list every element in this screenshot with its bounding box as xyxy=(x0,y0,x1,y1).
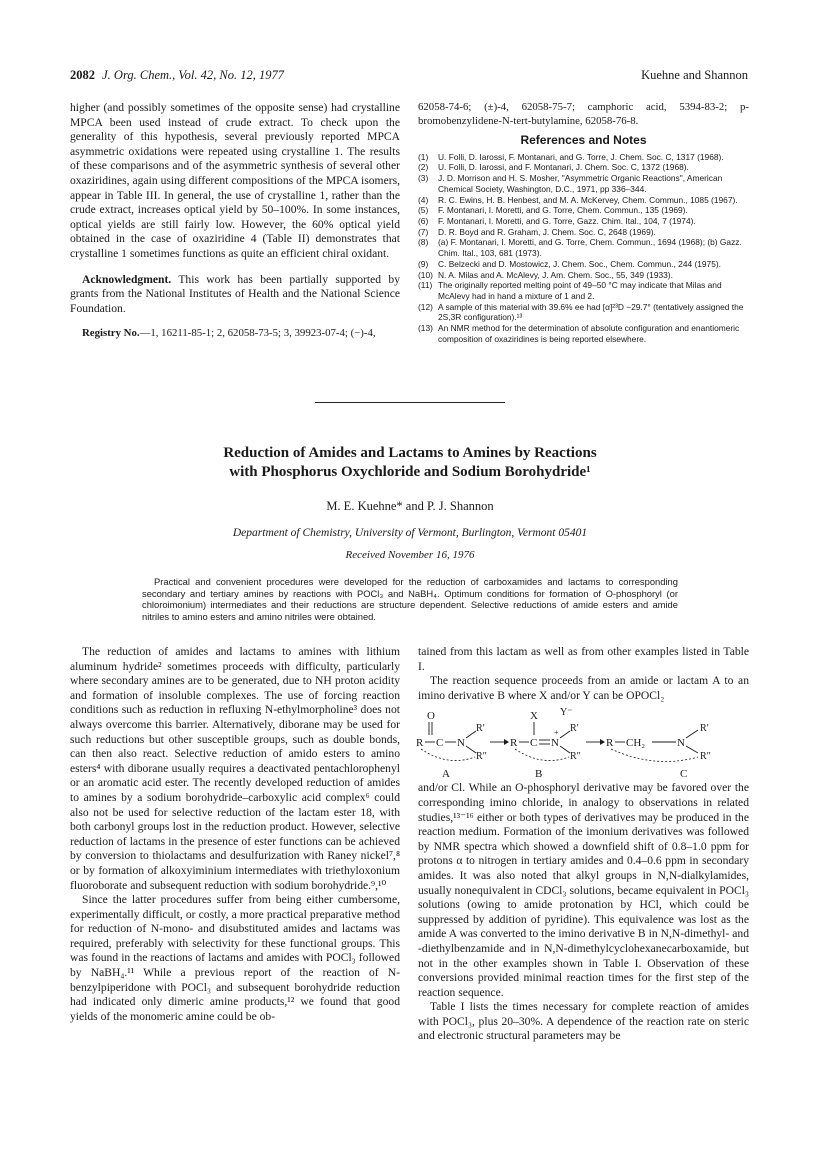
atom-n: N xyxy=(551,737,559,750)
reference-item xyxy=(418,173,749,194)
arrow-head xyxy=(504,739,509,745)
previous-article-column-left xyxy=(70,101,400,341)
compound-b xyxy=(510,707,581,780)
reference-item xyxy=(418,162,749,173)
reference-number: (11) xyxy=(418,280,433,291)
reference-number: (9) xyxy=(418,258,429,269)
article-column-left xyxy=(70,645,400,1024)
reference-item xyxy=(418,280,749,301)
reference-number: (4) xyxy=(418,194,429,205)
journal-citation: J. Org. Chem., Vol. 42, No. 12, 1977 xyxy=(102,68,284,82)
running-head-authors: Kuehne and Shannon xyxy=(641,68,748,82)
reference-item xyxy=(418,227,749,238)
arrow-head xyxy=(600,739,605,745)
substituent-r-double-prime: R″ xyxy=(700,751,711,763)
methylene: CH₂ xyxy=(626,737,646,750)
references-title: References and Notes xyxy=(520,133,647,148)
reference-number: (7) xyxy=(418,226,429,237)
running-header-left xyxy=(70,68,284,83)
reference-item xyxy=(418,152,749,163)
reaction-scheme xyxy=(418,705,749,781)
reference-text: (a) F. Montanari, I. Moretti, and G. Torre, Chem. Commun., 1694 (1968); (b) Gazz. Chim. Ital., 103, 681 (1973). xyxy=(438,237,742,259)
positive-charge: + xyxy=(554,728,559,738)
reference-number: (2) xyxy=(418,162,429,173)
reference-number: (13) xyxy=(418,323,433,334)
reference-number: (3) xyxy=(418,173,429,184)
compound-c xyxy=(606,723,711,780)
atom-n: N xyxy=(457,737,465,750)
reference-text: U. Folli, D. Iarossi, and F. Montanari, J. Chem. Soc. C, 1372 (1968). xyxy=(438,162,689,173)
reference-item xyxy=(418,323,749,344)
reference-text: F. Montanari, I. Moretti, and G. Torre, Gazz. Chim. Ital., 104, 7 (1974). xyxy=(438,216,696,226)
reference-item xyxy=(418,270,749,281)
reference-text: A sample of this material with 39.6% ee had [α]²³D −29.7° (tentatively assigned the 2S,3R configuration).¹³ xyxy=(438,301,744,323)
label-b: B xyxy=(535,768,543,781)
compound-a xyxy=(416,710,487,780)
anion-y: Y⁻ xyxy=(560,707,573,719)
reference-text: R. C. Ewins, H. B. Henbest, and M. A. McKervey, Chem. Commun., 1085 (1967). xyxy=(438,194,738,205)
reference-item xyxy=(418,302,749,323)
reference-item xyxy=(418,216,749,227)
registry-continued: 62058-74-6; (±)-4, 62058-75-7; camphoric acid, 5394-83-2; p-bromobenzylidene-N-tert-butylamine, 62058-76-8. xyxy=(418,101,749,127)
substituent-r-double-prime: R″ xyxy=(570,751,581,763)
reference-number: (8) xyxy=(418,237,429,248)
acknowledgment xyxy=(70,273,400,317)
affiliation: Department of Chemistry, University of Vermont, Burlington, Vermont 05401 xyxy=(232,527,588,539)
reference-text: An NMR method for the determination of absolute configuration and enantiomeric composition of oxaziridines is being reported elsewhere. xyxy=(438,323,740,344)
reference-item xyxy=(418,259,749,270)
atom-o: O xyxy=(427,710,435,723)
reference-text: The originally reported melting point of 49–50 °C may indicate that Milas and McAlevy had in hand a mixture of 1 and 2. xyxy=(438,280,722,301)
registry-text: —1, 16211-85-1; 2, 62058-73-5; 3, 39923-07-4; (−)-4, xyxy=(139,327,376,340)
reference-number: (1) xyxy=(418,151,429,162)
atom-r: R xyxy=(510,737,518,750)
reference-number: (6) xyxy=(418,216,429,226)
label-c: C xyxy=(680,768,688,781)
references-list xyxy=(418,152,749,345)
reference-text: F. Montanari, I. Moretti, and G. Torre, Chem. Commun., 135 (1969). xyxy=(438,205,688,216)
atom-r: R xyxy=(416,737,424,750)
atom-x: X xyxy=(530,710,538,723)
title-line-1: Reduction of Amides and Lactams to Amines by Reactions xyxy=(223,445,597,461)
reference-number: (10) xyxy=(418,269,433,280)
acknowledgment-label: Acknowledgment. xyxy=(82,272,172,286)
atom-r: R xyxy=(606,737,614,750)
registry-numbers xyxy=(70,326,400,341)
reference-text: C. Belzecki and D. Mostowicz, J. Chem. Soc., Chem. Commun., 244 (1975). xyxy=(438,258,721,269)
article-separator xyxy=(315,402,505,403)
atom-c: C xyxy=(436,737,444,750)
paragraph: The reaction sequence proceeds from an amide or lactam A to an imino derivative B where X and/or Y can be OPOCl₂ xyxy=(418,674,749,702)
reference-item xyxy=(418,195,749,206)
substituent-r-prime: R′ xyxy=(570,723,579,735)
reference-text: J. D. Morrison and H. S. Mosher, "Asymmetric Organic Reactions", American Chemical Society, Washington, D.C., 1971, pp 336–344. xyxy=(438,173,723,194)
reference-text: U. Folli, D. Iarossi, F. Montanari, and G. Torre, J. Chem. Soc. C, 1317 (1968). xyxy=(438,151,724,162)
substituent-r-prime: R′ xyxy=(476,723,485,735)
previous-article-column-right xyxy=(418,101,749,344)
reference-text: N. A. Milas and A. McAlevy, J. Am. Chem. Soc., 55, 349 (1933). xyxy=(438,269,673,280)
article-title xyxy=(120,444,700,482)
article-column-right xyxy=(418,645,749,1044)
acknowledgment-text: This work has been partially supported by grants from the National Institutes of Health and the National Science Foundation. xyxy=(70,272,400,315)
paragraph: tained from this lactam as well as from other examples listed in Table I. xyxy=(418,645,749,673)
paragraph: and/or Cl. While an O-phosphoryl derivative may be favored over the corresponding imino chloride, in analogy to observations in related studies,¹³⁻¹⁶ either or both types of derivatives may be produced in the reaction medium. Formation of the imonium derivatives was followed by NMR spectra which showed a downfield shift of 0.8–1.0 ppm for protons α to nitrogen in tertiary amides and 0.4–0.6 ppm in secondary amides. It was also noted that alkyl groups in N,N-dialkylamides, usually nonequivalent in CDCl₃ solutions, became equivalent in POCl₃ solutions (owing to amide protonation by HCl, which could be suppressed by addition of pyridine). This equivalence was lost as the amide A was converted to the imino derivative B in N,N-dimethyl- and -diethylbenzamide and in N,N-dimethylcyclohexanecarboxamide, but not in the other examples shown in Table I. Observation of these conversions provided minimal reaction times for the first step of the reaction sequence. xyxy=(418,781,749,999)
paragraph: Since the latter procedures suffer from being either cumbersome, experimentally difficult, or costly, a more practical preparative method for reduction of N-mono- and disubstituted amides and lactams was required, preferably with selectivity for these functional groups. This was found in the reactions of lactams and amides with POCl₃ followed by NaBH₄.¹¹ While a previous report of the reaction of N-benzylpiperidone with POCl₃ and subsequent borohydride reduction had indicated only dimeric amine products,¹² we found that good yields of the monomeric amine could be ob- xyxy=(70,893,400,1023)
received-date: Received November 16, 1976 xyxy=(345,549,475,561)
registry-label: Registry No. xyxy=(82,327,140,340)
label-a: A xyxy=(442,768,450,781)
abstract: Practical and convenient procedures were developed for the reduction of carboxamides and lactams to corresponding secondary and tertiary amines by reactions with POCl₃ and NaBH₄. Optimum conditions for formation of O-phosphoryl (or chloroimonium) intermediates and their reductions are structure dependent. Selective reductions of amide esters and amide nitriles to amino esters and amino nitriles were obtained. xyxy=(142,576,678,622)
reference-item xyxy=(418,237,749,258)
atom-c: C xyxy=(530,737,538,750)
substituent-r-double-prime: R″ xyxy=(476,751,487,763)
atom-n: N xyxy=(677,737,685,750)
authors: M. E. Kuehne* and P. J. Shannon xyxy=(326,499,494,513)
page-number: 2082 xyxy=(70,68,95,82)
substituent-r-prime: R′ xyxy=(700,723,709,735)
reference-item xyxy=(418,205,749,216)
paragraph: The reduction of amides and lactams to amines with lithium aluminum hydride² sometimes proceeds with difficulty, particularly where secondary amines are to be generated, due to NH proton acidity and formation of insoluble complexes. The use of forcing reaction conditions such as reduction in refluxing N-ethylmorpholine³ does not always overcome this barrier. Alternatively, diborane may be used for such reductions but other susceptible groups, such as double bonds, can then also react. Selective reduction of amido esters to amino esters⁴ with diborane usually requires a deactivated pentachlorophenyl or an aromatic acid ester. The recently developed reduction of amides to amines by a sodium borohydride–carboxylic acid complex⁶ could also not be used for selective reduction of the lactam ester 18, with both carbonyl groups lost in the reduction product. However, selective reduction of lactams in the presence of ester functions can be achieved by conversion to thiolactams and desulfurization with Raney nickel⁷,⁸ or by formation of alkoxyiminium intermediates with triethyloxonium fluoroborate and subsequent reduction with sodium borohydride.⁹,¹⁰ xyxy=(70,645,400,892)
reference-text: D. R. Boyd and R. Graham, J. Chem. Soc. C, 2648 (1969). xyxy=(438,226,656,237)
previous-article-body: higher (and possibly sometimes of the opposite sense) had crystalline MPCA been used instead of crude extract. To check upon the generality of this hypothesis, several previously reported MPCA asymmetric oxidations were repeated using crystalline 1. The results of these comparisons and of the asymmetric synthesis of several other oxaziridines, again using different compositions of the MPCA isomers, appear in Table III. In general, the use of crystalline 1, rather than the crude extract, increases optical yield by 50–100%. In some instances, optical yields are still fairly low. However, the 60% optical yield obtained in the case of oxaziridine 4 (Table II) demonstrates that crystalline 1 sometimes functions as quite an efficient chiral oxidant. xyxy=(70,101,400,260)
paragraph: Table I lists the times necessary for complete reaction of amides with POCl₃, plus 20–30%. A dependence of the reaction rate on steric and electronic structural parameters may be xyxy=(418,1000,749,1043)
reference-number: (12) xyxy=(418,301,433,312)
title-line-2: with Phosphorus Oxychloride and Sodium Borohydride¹ xyxy=(229,464,591,480)
reference-number: (5) xyxy=(418,205,429,216)
